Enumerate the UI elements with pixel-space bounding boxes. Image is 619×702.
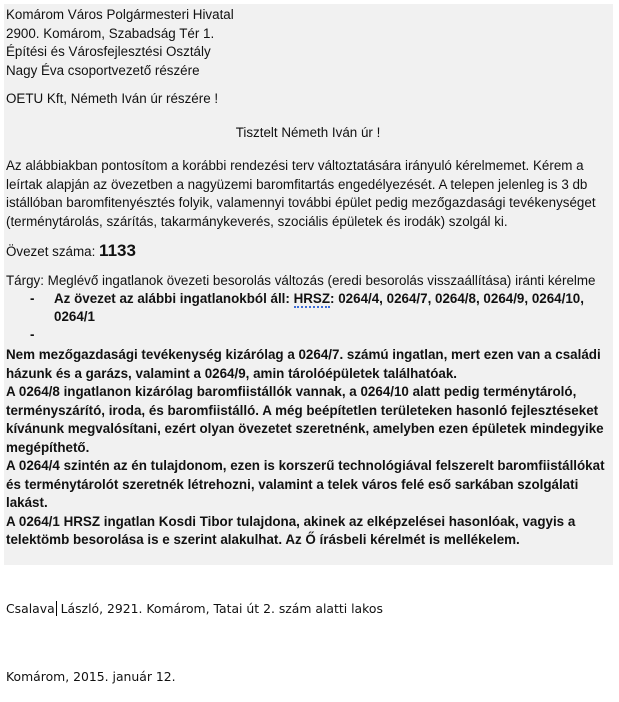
- zone-number: 1133: [99, 241, 136, 260]
- list-item-text-suffix: : 0264/4, 0264/7, 0264/8, 0264/9, 0264/10, 0264/1: [54, 291, 584, 324]
- letter-body: [6, 6, 610, 550]
- bullet-dash: -: [30, 327, 35, 342]
- signature-name-part: Csalava: [6, 601, 55, 616]
- salutation: Tisztelt Németh Iván úr !: [235, 124, 381, 140]
- subject-line: Tárgy: Meglévő ingatlanok övezeti besorolás változás (eredi besorolás visszaállítása) iránti kérelme: [6, 272, 596, 288]
- list-item: [6, 326, 610, 344]
- recipient-line: OETU Kft, Németh Iván úr részére !: [6, 91, 219, 106]
- bullet-dash: -: [30, 291, 35, 306]
- body-paragraph: A 0264/8 ingatlanon kizárólag baromfiistállók vannak, a 0264/10 alatt pedig terménytároló, terményszárító, iroda, és baromfiistálló. A még beépítetlen területeken hasonló fejlesztéseket kívánunk megvalósítani, ezért olyan övezetet szeretnénk, amelyben ezen épületek mindegyike megépíthető.: [6, 384, 604, 455]
- signature-rest: László, 2921. Komárom, Tatai út 2. szám alatti lakos: [56, 601, 383, 616]
- body-paragraph: A 0264/1 HRSZ ingatlan Kosdi Tibor tulajdona, akinek az elképzelései hasonlóak, vagyis a telektömb besorolása is e szerint alakulhat. Az Ő írásbeli kérelmét is mellékelem.: [6, 513, 576, 547]
- header-attention: Nagy Éva csoportvezető részére: [6, 62, 200, 78]
- list-item-text-prefix: Az övezet az alábbi ingatlanokból áll:: [54, 291, 294, 306]
- body-paragraph: Nem mezőgazdasági tevékenység kizárólag a 0264/7. számú ingatlan, mert ezen van a családi házunk és a garázs, valamint a 0264/9, amin tárolóépületek találhatóak.: [6, 347, 601, 381]
- header-office: Komárom Város Polgármesteri Hivatal: [6, 7, 234, 22]
- body-paragraph: A 0264/4 szintén az én tulajdonom, ezen is korszerű technológiával felszerelt baromfiistállókat és terménytárolót szeretnék létrehozni, valamint a telek város felé eső sarkában szolgálati lakást.: [6, 458, 605, 510]
- place-date-line: Komárom, 2015. január 12.: [6, 669, 176, 684]
- signature-line[interactable]: [6, 601, 383, 617]
- zone-label: Övezet száma:: [6, 244, 96, 259]
- intro-paragraph: Az alábbiakban pontosítom a korábbi rendezési terv változtatására irányuló kérelmemet. Kérem a leírtak alapján az övezetben a nagyüzemi baromfitartás engedélyezését. A telepen jelenleg is 3 db istállóban baromfitenyésztés folyik, valamennyi további épület pedig mezőgazdasági tevékenységet (terménytárolás, szárítás, takarmánykeverés, szociális épületek és irodák) szolgál ki.: [6, 158, 596, 229]
- header-address: 2900. Komárom, Szabadság Tér 1.: [6, 25, 215, 41]
- spellcheck-word-hrsz: HRSZ: [293, 291, 331, 306]
- header-department: Építési és Városfejlesztési Osztály: [6, 44, 211, 59]
- list-item: [6, 290, 610, 326]
- zone-number-line: [6, 242, 610, 262]
